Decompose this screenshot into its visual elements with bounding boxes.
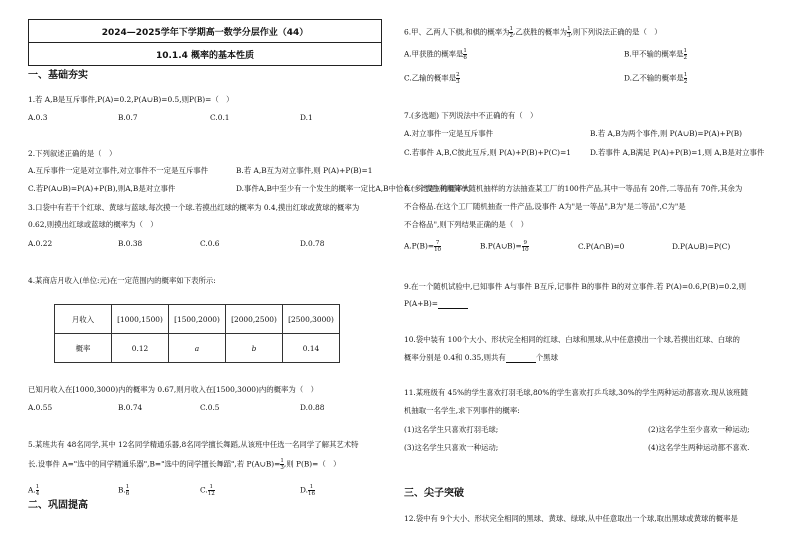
fraction <box>463 48 467 61</box>
q7-option-b: B.若 A,B为两个事件,则 P(A∪B)=P(A)+P(B) <box>590 129 743 138</box>
denominator: 3 <box>567 33 571 39</box>
q4-stem: 4.某商店月收入(单位:元)在一定范围内的概率如下表所示: <box>28 276 216 285</box>
q11-part-1: (1)这名学生只喜欢打羽毛球; <box>404 425 499 434</box>
q2-option-c: C.若P(A∪B)=P(A)+P(B),则A,B是对立事件 <box>28 184 176 193</box>
numerator: 1 <box>463 48 467 54</box>
q2-option-a: A.互斥事件一定是对立事件,对立事件不一定是互斥事件 <box>28 166 209 175</box>
numerator: 2 <box>456 72 460 78</box>
q12-stem: 12.袋中有 9个大小、形状完全相同的黑球、黄球、绿球,从中任意取出一个球,取出黑球或黄球的概率是 <box>404 514 738 523</box>
section-basic: 一、基础夯实 <box>28 70 88 81</box>
fraction <box>684 48 688 61</box>
q3-stem-line2: 0.62,则摸出红球或蓝球的概率为（ ） <box>28 220 158 229</box>
q11-part-2: (2)这名学生至少喜欢一种运动; <box>648 425 750 434</box>
numerator: 1 <box>683 72 688 78</box>
q7-option-c: C.若事件 A,B,C彼此互斥,则 P(A)+P(B)+P(C)=1 <box>404 148 571 157</box>
q11-stem-line2: 机抽取一名学生,求下列事件的概率: <box>404 406 520 415</box>
denominator: 10 <box>434 247 442 253</box>
q4-option-c: C.0.5 <box>200 403 220 412</box>
q1-option-c: C.0.1 <box>210 113 230 122</box>
option-label: B.甲不输的概率是 <box>624 49 684 59</box>
table-cell: [1000,1500) <box>112 305 169 334</box>
denominator: 3 <box>456 79 460 85</box>
fraction <box>434 240 441 253</box>
numerator: 7 <box>435 240 440 246</box>
q1-stem: 1.若 A,B是互斥事件,P(A)=0.2,P(A∪B)=0.5,则P(B)=（ ） <box>28 95 234 104</box>
q8-option-c: C.P(A∩B)=0 <box>578 242 625 251</box>
numerator: 1 <box>509 26 513 32</box>
q7-option-d: D.若事件 A,B满足 P(A)+P(B)=1,则 A,B是对立事件 <box>590 148 765 157</box>
fraction <box>208 484 215 497</box>
fraction <box>308 484 315 497</box>
table-cell: 月收入 <box>55 305 112 334</box>
q6-option-c <box>404 72 460 85</box>
q6-option-a <box>404 48 467 61</box>
q6-stem-text: ,则下列说法正确的是（ ） <box>570 27 662 37</box>
q10-stem-line2 <box>404 353 558 363</box>
option-label: B. <box>118 485 126 495</box>
q5-option-c <box>200 484 215 497</box>
section-consolidate: 二、巩固提高 <box>28 500 88 511</box>
worksheet-title: 2024—2025学年下学期高一数学分层作业（44） <box>101 27 309 38</box>
denominator: 2 <box>683 55 688 61</box>
q5-option-b <box>118 484 129 497</box>
denominator: 6 <box>125 491 130 497</box>
option-label: A.甲获胜的概率是 <box>404 49 464 59</box>
q11-stem-line1: 11.某班级有 45%的学生喜欢打羽毛球,80%的学生喜欢打乒乓球,30%的学生两种运动都喜欢.现从该班随 <box>404 388 748 397</box>
denominator: 2 <box>683 79 688 85</box>
q5-stem-text: 长.设事件 A="选中的同学精通乐器",B="选中的同学擅长舞蹈",若 P(A∪B)= <box>28 459 281 469</box>
q5-stem-line1: 5.某班共有 48名同学,其中 12名同学精通乐器,8名同学擅长舞蹈,从该班中任选一名同学了解其艺术特 <box>28 440 359 449</box>
q1-option-b: B.0.7 <box>118 113 138 122</box>
q10-stem-text: 概率分别是 0.4和 0.35,则共有 <box>404 353 506 362</box>
q6-option-d <box>624 72 687 85</box>
lesson-title: 10.1.4 概率的基本性质 <box>29 42 381 65</box>
denominator: 16 <box>308 491 316 497</box>
q3-option-a: A.0.22 <box>28 239 53 248</box>
fraction <box>456 72 460 85</box>
q6-stem-text: 6.甲、乙两人下棋,和棋的概率为 <box>404 27 510 37</box>
table-cell: b <box>226 334 283 363</box>
q2-option-b: B.若 A,B互为对立事件,则 P(A)+P(B)=1 <box>236 166 373 175</box>
q5-stem-end: ,则 P(B)=（ ） <box>283 459 341 469</box>
table-cell: 0.12 <box>112 334 169 363</box>
numerator: 1 <box>567 26 571 32</box>
table-cell: 概率 <box>55 334 112 363</box>
q2-stem: 2.下列叙述正确的是（ ） <box>28 149 117 158</box>
q10-stem-text: 个黑球 <box>535 353 558 362</box>
q9-stem-line2 <box>404 299 468 309</box>
option-label: D. <box>300 485 309 495</box>
denominator: 3 <box>280 465 284 471</box>
numerator: 1 <box>125 484 130 490</box>
q4-option-a: A.0.55 <box>28 403 53 412</box>
numerator: 9 <box>523 240 527 246</box>
q5-option-a <box>28 484 39 497</box>
q8-stem-line2: 不合格品.在这个工厂随机抽查一件产品,设事件 A为"是一等品",B为"是二等品",C为"是 <box>404 202 686 211</box>
option-label: C.乙输的概率是 <box>404 73 457 83</box>
option-label: A.P(B)= <box>404 241 435 251</box>
q8-stem-line1: 8.(多选题)利用简单随机抽样的方法抽查某工厂的100件产品,其中一等品有 20件,二等品有 70件,其余为 <box>404 184 743 193</box>
section-advanced: 三、尖子突破 <box>404 488 464 499</box>
q2-option-d: D.事件A,B中至少有一个发生的概率一定比A,B中恰有一个发生的概率大 <box>236 184 470 193</box>
denominator: 10 <box>521 247 529 253</box>
q7-option-a: A.对立事件一定是互斥事件 <box>404 129 493 138</box>
q3-option-c: C.0.6 <box>200 239 220 248</box>
q4-after-table: 已知月收入在[1000,3000)内的概率为 0.67,则月收入在[1500,3000)内的概率为（ ） <box>28 385 318 394</box>
numerator: 1 <box>309 484 314 490</box>
q1-option-d: D.1 <box>300 113 313 122</box>
numerator: 1 <box>209 484 213 490</box>
q8-stem-line3: 不合格品",则下列结果正确的是（ ） <box>404 220 529 229</box>
q6-stem <box>404 26 662 39</box>
q11-part-3: (3)这名学生只喜欢一种运动; <box>404 443 499 452</box>
table-cell: [2000,2500) <box>226 305 283 334</box>
q8-option-a <box>404 240 441 253</box>
option-label: C. <box>200 485 208 495</box>
option-label: D.乙不输的概率是 <box>624 73 684 83</box>
answer-blank[interactable] <box>438 300 468 309</box>
option-label: A. <box>28 485 36 495</box>
table-cell: a <box>169 334 226 363</box>
table-row <box>55 334 340 363</box>
denominator: 2 <box>509 33 513 39</box>
numerator: 1 <box>683 48 688 54</box>
q9-stem-line1: 9.在一个随机试验中,已知事件 A与事件 B互斥,记事件 B的事件 B的对立事件.若 P(A)=0.6,P(B)=0.2,则 <box>404 282 747 291</box>
denominator: 6 <box>463 55 467 61</box>
q3-option-b: B.0.38 <box>118 239 143 248</box>
fraction <box>126 484 130 497</box>
option-label: B.P(A∪B)= <box>480 241 522 251</box>
q3-option-d: D.0.78 <box>300 239 325 248</box>
table-cell: [1500,2000) <box>169 305 226 334</box>
fraction <box>522 240 529 253</box>
table-header-row <box>55 305 340 334</box>
q7-stem: 7.(多选题) 下列说法中不正确的有（ ） <box>404 111 538 120</box>
q10-stem-line1: 10.袋中装有 100个大小、形状完全相同的红球、白球和黑球,从中任意摸出一个球,若摸出红球、白球的 <box>404 335 740 344</box>
denominator: 12 <box>207 491 215 497</box>
table-cell: 0.14 <box>283 334 340 363</box>
q5-stem-line2 <box>28 458 341 471</box>
fraction <box>684 72 688 85</box>
numerator: 1 <box>35 484 40 490</box>
q4-option-b: B.0.74 <box>118 403 143 412</box>
fraction <box>36 484 40 497</box>
denominator: 4 <box>35 491 40 497</box>
q5-option-d <box>300 484 315 497</box>
q6-stem-text: ,乙获胜的概率为 <box>512 27 568 37</box>
q4-option-d: D.0.88 <box>300 403 325 412</box>
numerator: 1 <box>280 458 284 464</box>
q3-stem-line1: 3.口袋中有若干个红球、黄球与蓝球,每次摸一个球.若摸出红球的概率为 0.4,摸出红球或黄球的概率为 <box>28 203 360 212</box>
q11-part-4: (4)这名学生两种运动都不喜欢. <box>648 443 750 452</box>
q8-option-d: D.P(A∪B)=P(C) <box>672 242 731 251</box>
q8-option-b <box>480 240 529 253</box>
table-cell: [2500,3000) <box>283 305 340 334</box>
q1-option-a: A.0.3 <box>28 113 48 122</box>
q6-option-b <box>624 48 687 61</box>
q9-stem-text: P(A+B)= <box>404 299 438 308</box>
header-box <box>28 19 382 66</box>
income-probability-table <box>54 304 340 363</box>
answer-blank[interactable] <box>506 354 536 363</box>
